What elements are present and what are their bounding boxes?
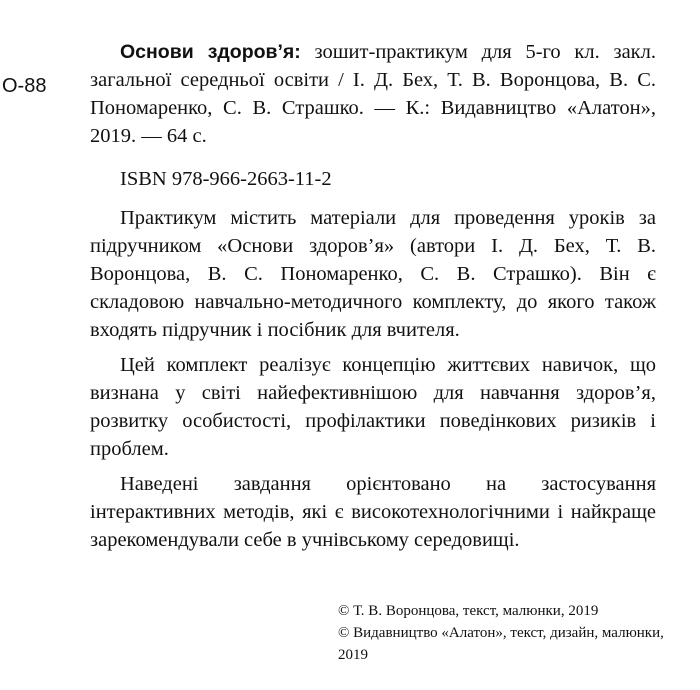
classification-code: О-88 [2, 75, 47, 97]
annotation-paragraph-2: Цей комплект реалізує концепцію життєвих навичок, що визнана у світі найефективнішою для навчання здоров’я, розвитку особистості, профілактики поведінкових ризиків і проблем. [90, 354, 656, 460]
annotation-paragraph-3: Наведені завдання орієнтовано на застосування інтерактивних методів, які є високотехнологічними і найкраще зарекомендували себе в учнівському середовищі. [90, 473, 656, 551]
bibliographic-details: зошит-практикум для 5-го кл. закл. загальної середньої освіти / І. Д. Бех, Т. В. Воронцова, В. С. Пономаренко, С. В. Страшко. — К.: Видавництво «Алатон», 2019. — 64 с. [90, 41, 656, 147]
book-title: Основи здоров’я: [120, 41, 301, 63]
bibliographic-description [90, 38, 656, 150]
copyright-author: © Т. В. Воронцова, текст, малюнки, 2019 [338, 603, 599, 619]
isbn-line: ISBN 978-966-2663-11-2 [120, 168, 332, 190]
annotation-paragraph-1: Практикум містить матеріали для проведення уроків за підручником «Основи здоров’я» (автори І. Д. Бех, Т. В. Воронцова, В. С. Пономаренко, С. В. Страшко). Він є складовою навчально-методичного комплекту, до якого також входять підручник і посібник для вчителя. [90, 207, 656, 341]
copyright-notices [338, 600, 668, 666]
copyright-publisher: © Видавництво «Алатон», текст, дизайн, малюнки, 2019 [338, 625, 664, 663]
annotation [90, 204, 656, 561]
